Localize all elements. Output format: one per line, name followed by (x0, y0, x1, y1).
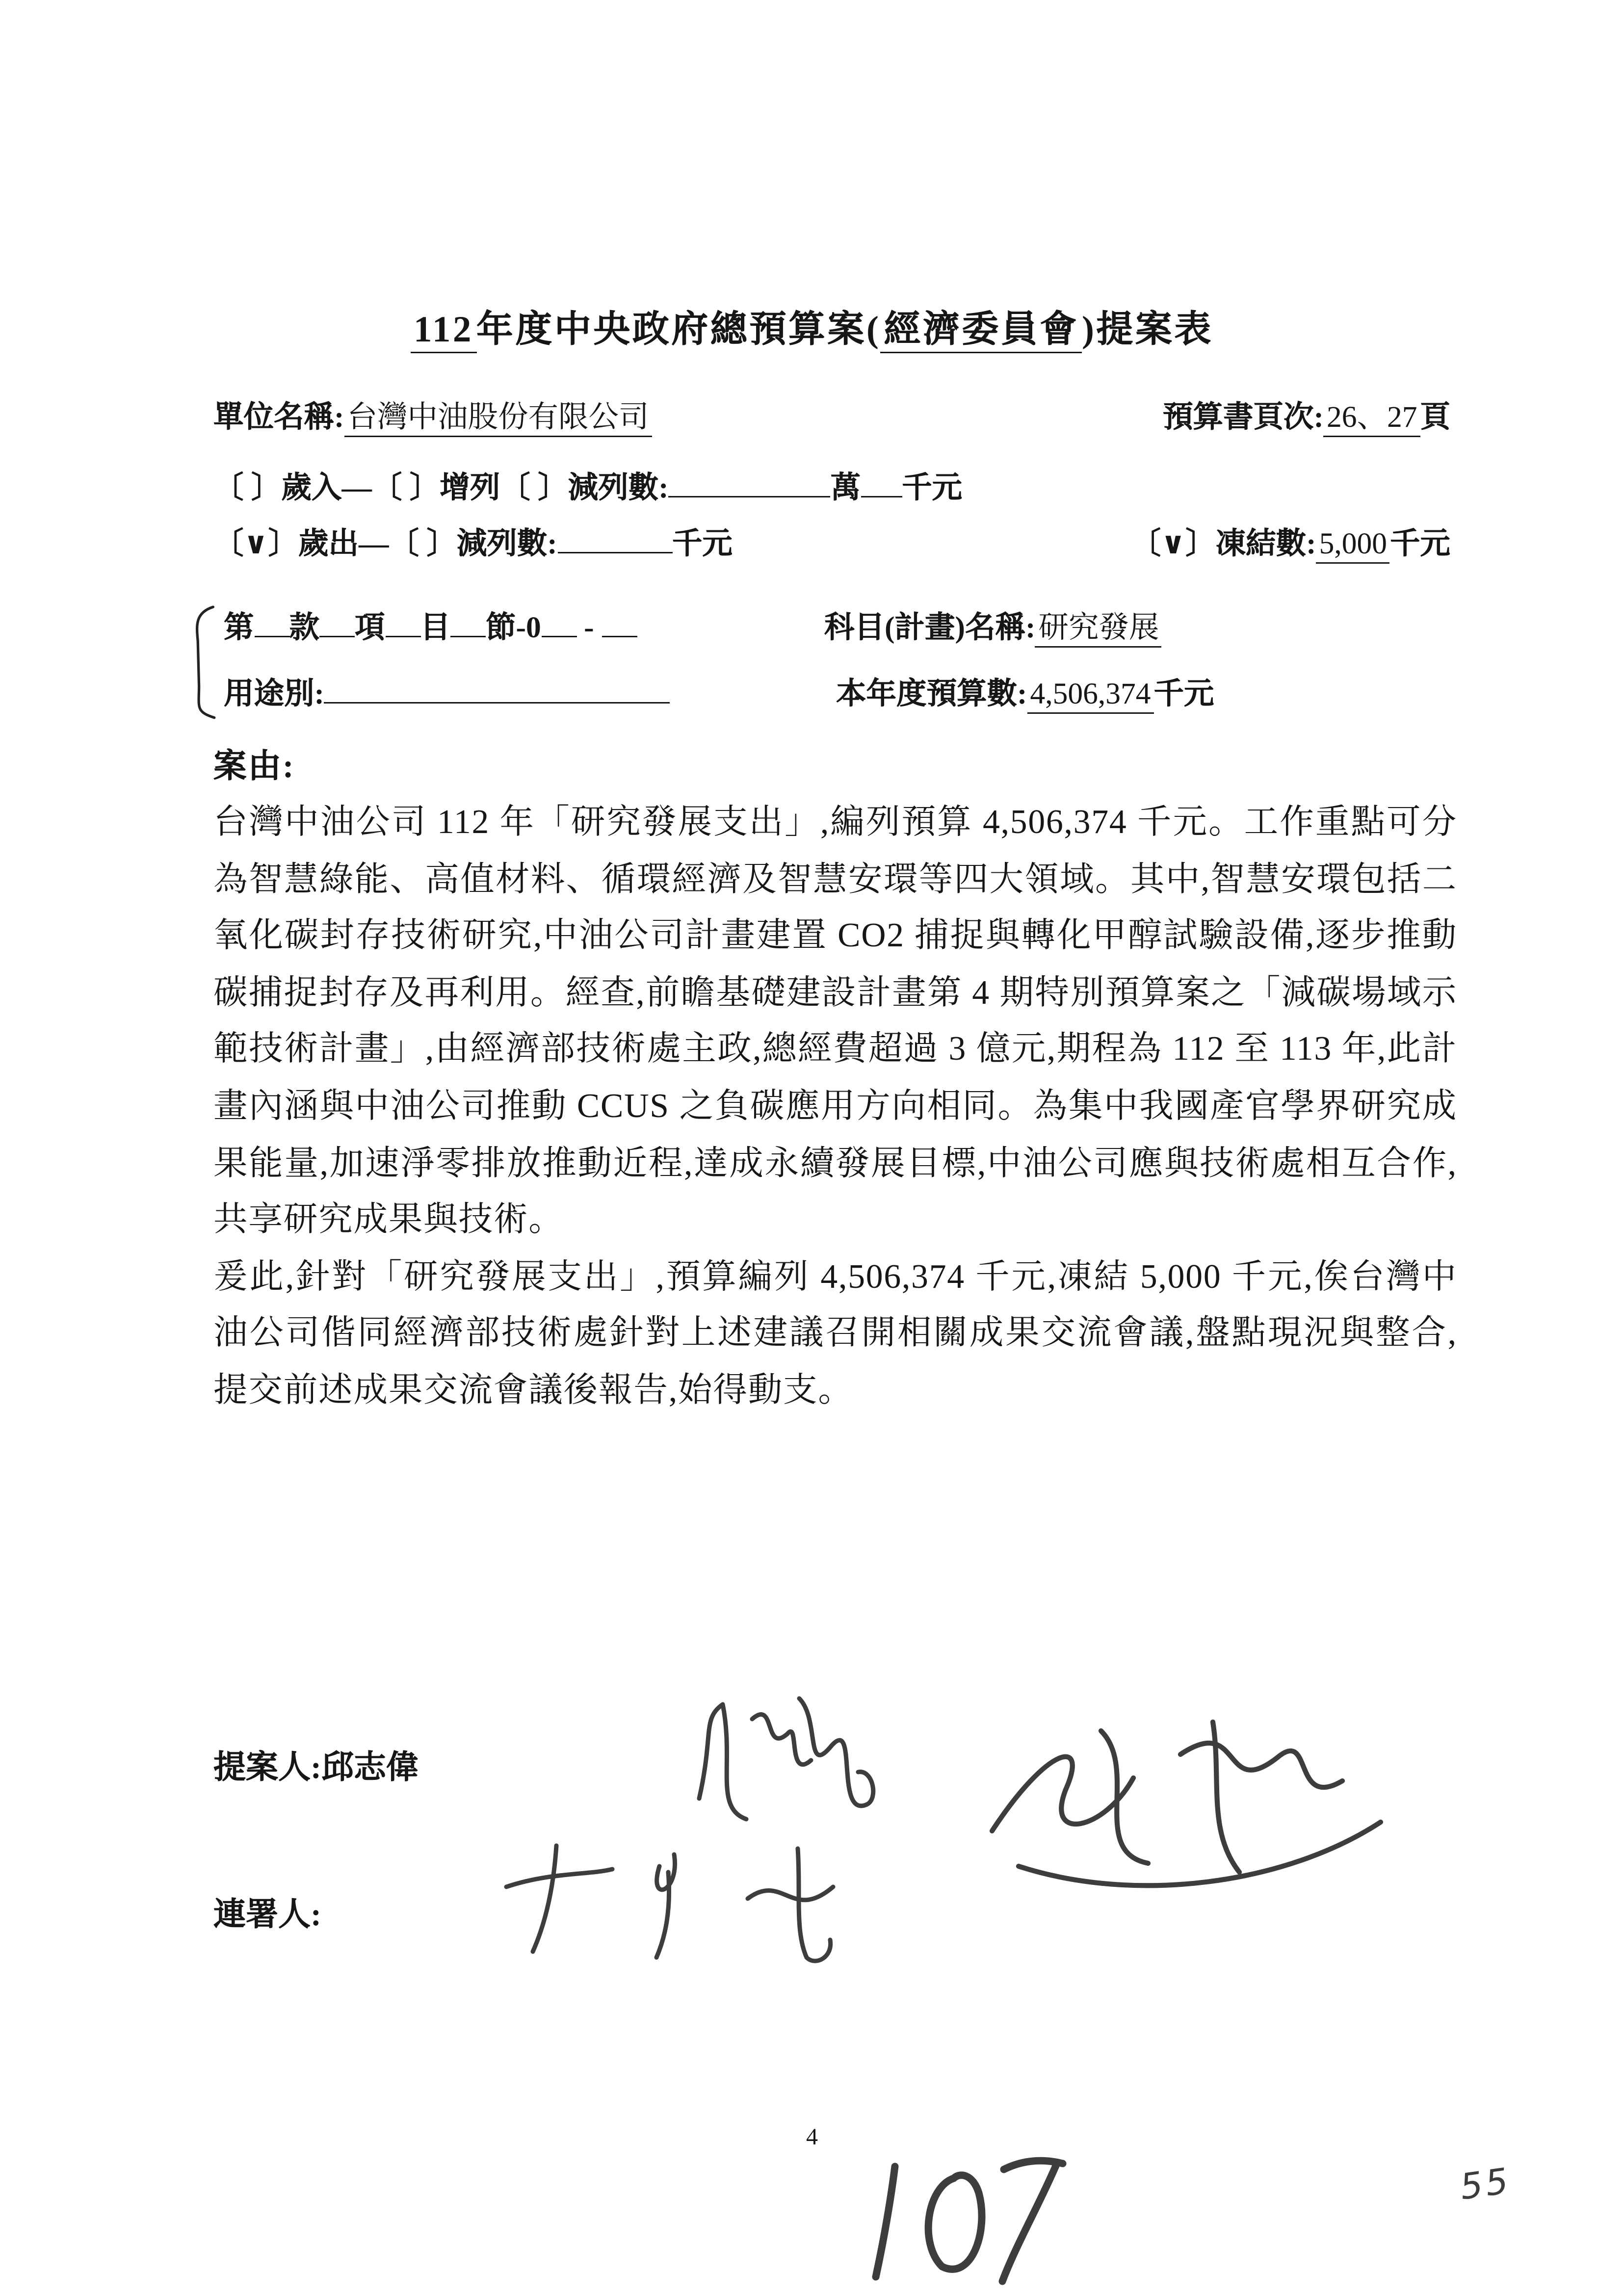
budget-book-page-value: 26、27 (1324, 402, 1420, 437)
title-post: )提案表 (1081, 311, 1213, 350)
handwritten-number-55: 55 (1457, 2160, 1514, 2208)
document-title (0, 300, 1624, 353)
annual-budget-field (836, 668, 1214, 712)
item-seg-xiang: 項 (355, 612, 385, 645)
annual-budget-value: 4,506,374 (1027, 678, 1153, 714)
expenditure-field (213, 518, 733, 562)
unit-row (213, 391, 1450, 436)
signature-proposer-1 (655, 1675, 913, 1854)
expenditure-label: 〔∨〕歲出—〔 〕減列數: (213, 528, 557, 561)
unit-name-field (213, 391, 652, 436)
blank-field (861, 470, 902, 497)
blank-field (324, 676, 670, 704)
case-paragraph-2: 爰此,針對「研究發展支出」,預算編列 4,506,374 千元,凍結 5,000 千元,俟台灣中油公司偕同經濟部技術處針對上述建議召開相關成果交流會議,盤點現況與整合,提交前述成果交流會議後報告,始得動支。 (213, 1258, 1457, 1410)
blank-field (557, 525, 672, 553)
item-seg-kuan: 款 (289, 612, 319, 645)
item-clause-line (224, 602, 637, 646)
blank-field (319, 609, 355, 637)
title-year: 112 (411, 311, 476, 353)
budget-book-page-unit: 頁 (1420, 402, 1450, 434)
usage-field (224, 668, 670, 712)
revenue-wan-label: 萬 (830, 472, 861, 505)
proposer-label: 提案人: (213, 1748, 321, 1785)
signature-proposer-2 (960, 1690, 1409, 1899)
case-paragraph-1: 台灣中油公司 112 年「研究發展支出」,編列預算 4,506,374 千元。工作重點可分為智慧綠能、高值材料、循環經濟及智慧安環等四大領域。其中,智慧安環包括二氧化碳封存技術研究,中油公司計畫建置 CO2 捕捉與轉化甲醇試驗設備,逐步推動碳捕捉封存及再利用。經查,前瞻基礎建設計畫第 4 期特別預算案之「減碳場域示範技術計畫」,由經濟部技術處主政,總經費超過 3 億元,期程為 112 至 113 年,此計畫內涵與中油公司推動 CCUS 之負碳應用方向相同。為集中我國產官學界研究成果能量,加速淨零排放推動近程,達成永續發展目標,中油公司應與技術處相互合作,共享研究成果與技術。 (213, 804, 1457, 1240)
title-pre: 年度中央政府總預算案( (476, 311, 881, 350)
revenue-unit-label: 千元 (902, 472, 963, 505)
subject-name-value: 研究發展 (1035, 612, 1162, 648)
item-seg-kuan-pre: 第 (224, 612, 254, 645)
proposer-name: 邱志偉 (321, 1748, 419, 1785)
page-number: 4 (806, 2125, 818, 2150)
revenue-row (213, 462, 962, 506)
cosigner-label: 連署人: (213, 1896, 321, 1932)
annual-budget-label: 本年度預算數: (836, 678, 1027, 711)
expenditure-row (213, 518, 1450, 562)
freeze-unit-label: 千元 (1389, 528, 1450, 561)
handwritten-number-107 (851, 2137, 1089, 2287)
usage-label: 用途別: (224, 678, 324, 711)
blank-field (541, 609, 576, 637)
item-seg-dash: - (584, 612, 594, 645)
blank-field (669, 470, 831, 497)
blank-field (602, 609, 637, 637)
left-bracket (183, 592, 218, 733)
unit-name-value: 台灣中油股份有限公司 (344, 402, 652, 437)
cosigner-row (213, 1890, 321, 1935)
blank-field (385, 609, 420, 637)
budget-book-page-label: 預算書頁次: (1163, 402, 1324, 434)
case-heading: 案由: (213, 748, 295, 784)
expenditure-unit-label: 千元 (672, 528, 733, 561)
revenue-label: 〔 〕歲入—〔 〕增列〔 〕減列數: (213, 472, 669, 505)
item-seg-mu: 目 (420, 612, 450, 645)
unit-name-label: 單位名稱: (213, 402, 344, 434)
proposer-row (213, 1743, 419, 1788)
freeze-value: 5,000 (1316, 528, 1390, 564)
blank-field (254, 609, 289, 637)
subject-name-label: 科目(計畫)名稱: (824, 612, 1036, 645)
case-body (213, 795, 1457, 1420)
blank-field (450, 609, 486, 637)
title-committee: 經濟委員會 (881, 311, 1082, 353)
freeze-field (1131, 518, 1450, 562)
item-seg-jie: 節-0 (486, 612, 541, 645)
subject-name-field (824, 602, 1162, 646)
annual-budget-unit: 千元 (1153, 678, 1214, 711)
freeze-label: 〔∨〕凍結數: (1130, 528, 1316, 561)
budget-book-page-field (1163, 391, 1450, 436)
signature-cosigner (483, 1828, 854, 1969)
